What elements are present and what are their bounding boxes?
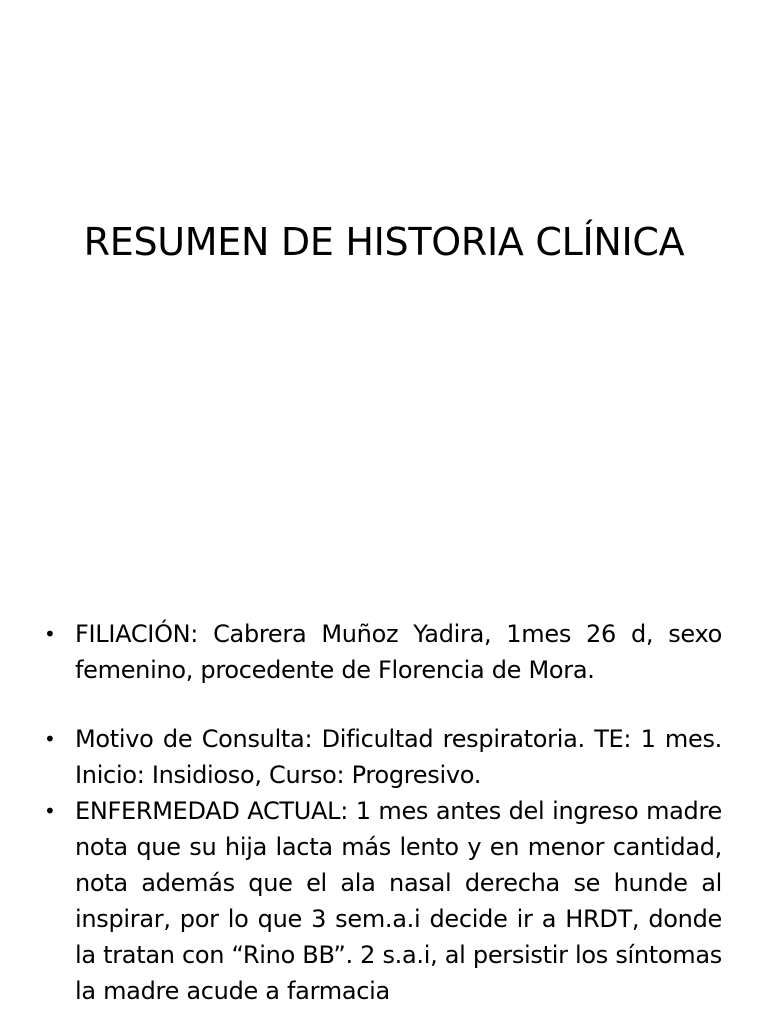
bullet-marker: • [44,799,56,823]
slide-title: RESUMEN DE HISTORIA CLÍNICA [83,220,685,264]
bullet-text-motivo-consulta: Motivo de Consulta: Dificultad respiratoria. TE: 1 mes. Inicio: Insidioso, Curso: Progresivo. [75,725,722,789]
bullet-motivo-consulta [44,721,722,793]
bullet-text-enfermedad-actual: ENFERMEDAD ACTUAL: 1 mes antes del ingreso madre nota que su hija lacta más lento y en menor cantidad, nota además que el ala nasal derecha se hunde al inspirar, por lo que 3 sem.a.i decide ir a HRDT, donde la tratan con “Rino BB”. 2 s.a.i, al persistir los síntomas la madre acude a farmacia [75,797,722,1005]
bullet-marker: • [44,727,56,751]
bullet-marker: • [44,622,56,646]
bullet-text-filiacion: FILIACIÓN: Cabrera Muñoz Yadira, 1mes 26 d, sexo femenino, procedente de Florencia de Mora. [75,620,722,684]
bullet-list [44,616,722,1009]
bullet-filiacion [44,616,722,688]
bullet-enfermedad-actual [44,793,722,1009]
